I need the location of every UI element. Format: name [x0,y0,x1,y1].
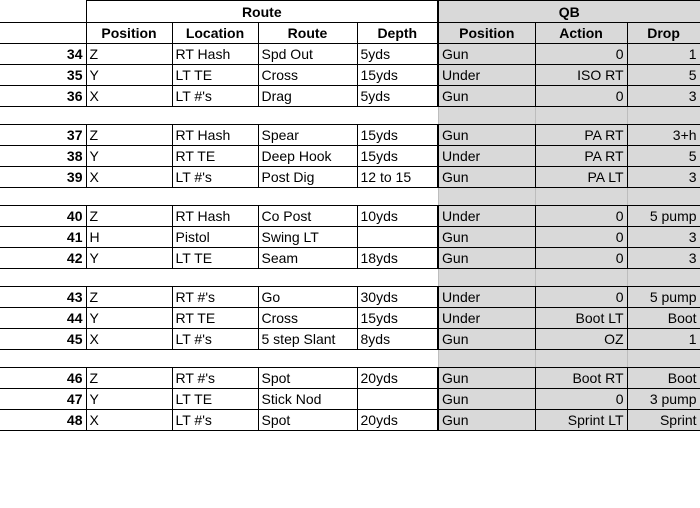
cell-position: Y [86,65,172,86]
spacer-cell [258,269,357,287]
play-row [0,308,700,329]
cell-location: RT TE [172,146,258,167]
cell-position: Y [86,146,172,167]
cell-position: Y [86,308,172,329]
group-spacer-row [0,188,700,206]
cell-route: Spd Out [258,44,357,65]
group-header-row [0,1,700,23]
cell-route: Cross [258,65,357,86]
cell-qb-position: Gun [438,248,535,269]
cell-action: 0 [535,389,627,410]
spacer-cell [357,350,438,368]
cell-route: Drag [258,86,357,107]
cell-action: 0 [535,206,627,227]
cell-drop: Boot [627,368,700,389]
spacer-cell [438,350,535,368]
cell-action: 0 [535,248,627,269]
cell-drop: 3 [627,227,700,248]
cell-qb-position: Gun [438,167,535,188]
cell-qb-position: Gun [438,329,535,350]
play-number: 43 [0,287,86,308]
cell-route: Go [258,287,357,308]
spacer-cell [535,269,627,287]
play-number: 41 [0,227,86,248]
spacer-cell [357,269,438,287]
spacer-cell [0,269,86,287]
spacer-cell [172,350,258,368]
cell-action: PA RT [535,125,627,146]
cell-qb-position: Under [438,65,535,86]
cell-route: Spot [258,410,357,431]
cell-depth: 20yds [357,368,438,389]
cell-action: PA RT [535,146,627,167]
cell-position: Z [86,125,172,146]
cell-position: Z [86,206,172,227]
cell-action: OZ [535,329,627,350]
cell-location: LT #'s [172,167,258,188]
cell-position: X [86,86,172,107]
play-number: 36 [0,86,86,107]
cell-location: RT TE [172,308,258,329]
play-number: 47 [0,389,86,410]
cell-route: Post Dig [258,167,357,188]
play-number: 45 [0,329,86,350]
column-header-row [0,23,700,44]
cell-depth: 15yds [357,146,438,167]
cell-route: Seam [258,248,357,269]
cell-location: Pistol [172,227,258,248]
corner-cell [0,1,86,23]
cell-route: Swing LT [258,227,357,248]
cell-location: LT TE [172,65,258,86]
cell-drop: 3 [627,167,700,188]
play-row [0,65,700,86]
play-row [0,167,700,188]
qb-position-header: Position [438,23,535,44]
group-spacer-row [0,350,700,368]
cell-route: Spot [258,368,357,389]
play-row [0,44,700,65]
cell-location: LT #'s [172,86,258,107]
cell-route: Stick Nod [258,389,357,410]
cell-position: Z [86,368,172,389]
cell-location: RT #'s [172,287,258,308]
cell-drop: 5 [627,146,700,167]
cell-drop: 3 [627,86,700,107]
spacer-cell [438,107,535,125]
spacer-cell [357,107,438,125]
play-number: 34 [0,44,86,65]
cell-route: Spear [258,125,357,146]
cell-drop: 1 [627,329,700,350]
cell-route: Cross [258,308,357,329]
cell-depth: 10yds [357,206,438,227]
cell-depth [357,389,438,410]
cell-depth: 30yds [357,287,438,308]
cell-action: Sprint LT [535,410,627,431]
cell-drop: 3 pump [627,389,700,410]
spacer-cell [0,350,86,368]
cell-position: Z [86,44,172,65]
spacer-cell [172,107,258,125]
cell-position: Y [86,248,172,269]
cell-action: 0 [535,86,627,107]
play-number: 40 [0,206,86,227]
cell-location: LT TE [172,248,258,269]
play-number: 46 [0,368,86,389]
cell-location: RT Hash [172,206,258,227]
cell-depth: 18yds [357,248,438,269]
play-row [0,227,700,248]
cell-qb-position: Gun [438,227,535,248]
cell-depth: 12 to 15 [357,167,438,188]
cell-position: X [86,329,172,350]
cell-route: 5 step Slant [258,329,357,350]
cell-qb-position: Under [438,287,535,308]
spacer-cell [438,269,535,287]
cell-qb-position: Gun [438,86,535,107]
play-row [0,410,700,431]
cell-position: Z [86,287,172,308]
cell-action: PA LT [535,167,627,188]
spacer-cell [86,269,172,287]
cell-drop: 3 [627,248,700,269]
spacer-cell [627,269,700,287]
corner-cell [0,23,86,44]
cell-position: X [86,167,172,188]
spacer-cell [627,188,700,206]
cell-depth: 5yds [357,44,438,65]
play-number: 35 [0,65,86,86]
spacer-cell [86,350,172,368]
spacer-cell [172,188,258,206]
spacer-cell [0,188,86,206]
play-number: 37 [0,125,86,146]
cell-qb-position: Gun [438,125,535,146]
cell-location: LT TE [172,389,258,410]
play-row [0,329,700,350]
cell-location: RT #'s [172,368,258,389]
spacer-cell [258,350,357,368]
cell-route: Co Post [258,206,357,227]
cell-position: X [86,410,172,431]
route-header: Route [258,23,357,44]
group-spacer-row [0,269,700,287]
play-number: 39 [0,167,86,188]
play-number: 48 [0,410,86,431]
position-header: Position [86,23,172,44]
cell-drop: 5 [627,65,700,86]
cell-qb-position: Under [438,146,535,167]
play-row [0,86,700,107]
cell-depth [357,227,438,248]
spacer-cell [627,107,700,125]
cell-action: ISO RT [535,65,627,86]
cell-depth: 15yds [357,65,438,86]
play-row [0,206,700,227]
cell-position: H [86,227,172,248]
play-number: 42 [0,248,86,269]
play-row [0,368,700,389]
cell-depth: 15yds [357,308,438,329]
cell-action: 0 [535,44,627,65]
cell-location: RT Hash [172,125,258,146]
group-spacer-row [0,107,700,125]
play-row [0,125,700,146]
cell-action: Boot LT [535,308,627,329]
cell-qb-position: Gun [438,44,535,65]
cell-drop: 5 pump [627,287,700,308]
cell-drop: 5 pump [627,206,700,227]
play-row [0,389,700,410]
cell-depth: 5yds [357,86,438,107]
cell-drop: 3+h [627,125,700,146]
cell-depth: 20yds [357,410,438,431]
spacer-cell [535,350,627,368]
spacer-cell [258,188,357,206]
play-number: 44 [0,308,86,329]
cell-qb-position: Gun [438,368,535,389]
play-row [0,248,700,269]
cell-action: 0 [535,227,627,248]
play-number: 38 [0,146,86,167]
cell-location: LT #'s [172,329,258,350]
play-row [0,287,700,308]
spacer-cell [438,188,535,206]
depth-header: Depth [357,23,438,44]
cell-drop: Sprint [627,410,700,431]
cell-action: Boot RT [535,368,627,389]
cell-action: 0 [535,287,627,308]
spacer-cell [535,188,627,206]
cell-route: Deep Hook [258,146,357,167]
cell-drop: Boot [627,308,700,329]
location-header: Location [172,23,258,44]
qb-group-header: QB [438,1,700,23]
cell-depth: 8yds [357,329,438,350]
cell-qb-position: Under [438,206,535,227]
cell-qb-position: Gun [438,389,535,410]
cell-location: RT Hash [172,44,258,65]
cell-depth: 15yds [357,125,438,146]
spacer-cell [86,188,172,206]
cell-location: LT #'s [172,410,258,431]
play-row [0,146,700,167]
cell-qb-position: Under [438,308,535,329]
spacer-cell [258,107,357,125]
spacer-cell [535,107,627,125]
cell-qb-position: Gun [438,410,535,431]
spacer-cell [357,188,438,206]
action-header: Action [535,23,627,44]
spacer-cell [86,107,172,125]
spacer-cell [0,107,86,125]
route-group-header: Route [86,1,438,23]
drop-header: Drop [627,23,700,44]
spacer-cell [627,350,700,368]
spacer-cell [172,269,258,287]
cell-position: Y [86,389,172,410]
cell-drop: 1 [627,44,700,65]
